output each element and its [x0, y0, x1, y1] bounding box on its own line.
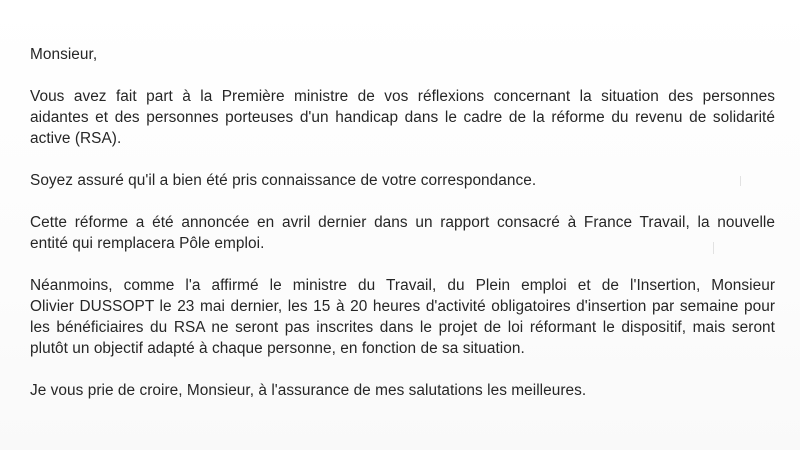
salutation: Monsieur,	[30, 46, 98, 63]
paragraph-minister-statement	[30, 275, 775, 359]
text-line: Néanmoins, comme l'a affirmé le ministre du Travail, du Plein emploi et de l'Insertion, Monsieur	[30, 277, 775, 294]
paragraph-acknowledgement	[30, 170, 775, 191]
paragraph-france-travail	[30, 212, 775, 254]
text-line: Soyez assuré qu'il a bien été pris connaissance de votre correspondance.	[30, 172, 537, 189]
text-line: Vous avez fait part à la Première ministre de vos réflexions concernant la situation des personnes	[30, 88, 775, 105]
text-line: les bénéficiaires du RSA ne seront pas inscrites dans le projet de loi réformant le dispositif, mais seront	[30, 319, 775, 336]
text-line: aidantes et des personnes porteuses d'un handicap dans le cadre de la réforme du revenu de solidarité	[30, 109, 775, 126]
text-line: Olivier DUSSOPT le 23 mai dernier, les 15 à 20 heures d'activité obligatoires d'insertion par semaine pour	[30, 298, 775, 315]
text-line: Cette réforme a été annoncée en avril dernier dans un rapport consacré à France Travail, la nouvelle	[30, 214, 775, 231]
text-line: Je vous prie de croire, Monsieur, à l'assurance de mes salutations les meilleures.	[30, 382, 587, 399]
letter-body	[30, 44, 775, 401]
text-line: active (RSA).	[30, 130, 122, 147]
text-line: entité qui remplacera Pôle emploi.	[30, 235, 265, 252]
paragraph-rsa-reform	[30, 86, 775, 149]
closing-formula	[30, 380, 775, 401]
text-line: plutôt un objectif adapté à chaque personne, en fonction de sa situation.	[30, 340, 525, 357]
